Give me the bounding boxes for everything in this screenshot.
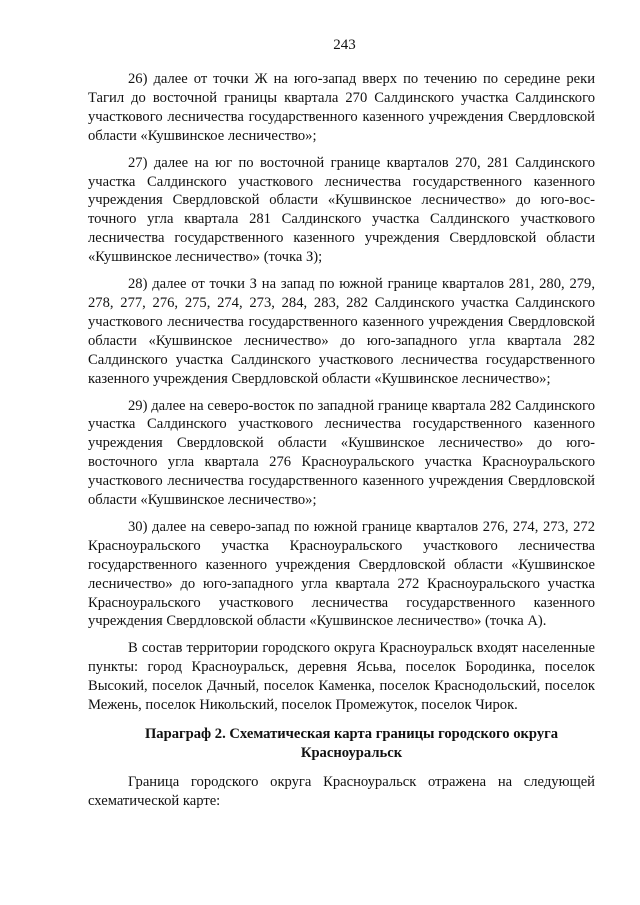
section-heading (88, 725, 595, 763)
paragraph-29: 29) далее на северо-восток по западной границе квартала 282 Салдинского участка Салдинского участкового лесничества государственного казенного учреждения Свердловской области «Кушвинское лесничество» до юго-восточного угла квартала 276 Красноуральского участка Красноуральского участкового лесничества государственного казенного учреждения Свердловской области «Кушвинское лесничество»; (88, 397, 595, 509)
paragraph-28: 28) далее от точки З на запад по южной границе кварталов 281, 280, 279, 278, 277, 276, 275, 274, 273, 284, 283, 282 Салдинского участка Салдинского участкового лесничества государственного казенного учреждения Свердловской области «Кушвинское лесничество» до юго-западного угла квартала 282 Салдинского участка Салдинского участкового лесничества государственного казенного учреждения Свердловской области «Кушвинское лесничество»; (88, 276, 595, 387)
settlements-paragraph: В состав территории городского округа Красноуральск входят населенные пункты: город Красноуральск, деревня Ясьва, поселок Бородинка, поселок Высокий, поселок Дачный, поселок Каменка, поселок Краснодольский, поселок Межень, поселок Никольский, поселок Промежуток, поселок Чирок. (88, 640, 595, 714)
paragraph-26: 26) далее от точки Ж на юго-запад вверх по течению по середине реки Тагил до восточной границы квартала 270 Салдинского участка Салдинского участкового лесничества государственного казенного учреждения Свердловской области «Кушвинское лесничество»; (88, 71, 595, 144)
document-page (88, 36, 595, 819)
section-heading-line-2: Красноуральск (300, 744, 403, 761)
paragraph-27: 27) далее на юг по восточной границе кварталов 270, 281 Салдинского участка Салдинского участкового лесничества государственного казенного учреждения Свердловской области «Кушвинское лесничество» до юго-восточного угла квартала 281 Салдинского участка Салдинского участкового лесничества государственного казенного учреждения Свердловской области «Кушвинское лесничество» (точка З); (88, 154, 595, 266)
page-number: 243 (333, 37, 356, 53)
section-heading-line-1: Параграф 2. Схематическая карта границы городского округа (144, 726, 559, 742)
map-intro-paragraph: Граница городского округа Красноуральск отражена на следующей схематической карте: (88, 773, 595, 809)
paragraph-30: 30) далее на северо-запад по южной границе кварталов 276, 274, 273, 272 Красноуральского участка Красноуральского участкового лесничества государственного казенного учреждения Свердловской области «Кушвинское лесничество» до юго-западного угла квартала 272 Красноуральского участка Красноуральского участкового лесничества государственного казенного учреждения Свердловской области «Кушвинское лесничество» (точка А). (88, 518, 595, 630)
